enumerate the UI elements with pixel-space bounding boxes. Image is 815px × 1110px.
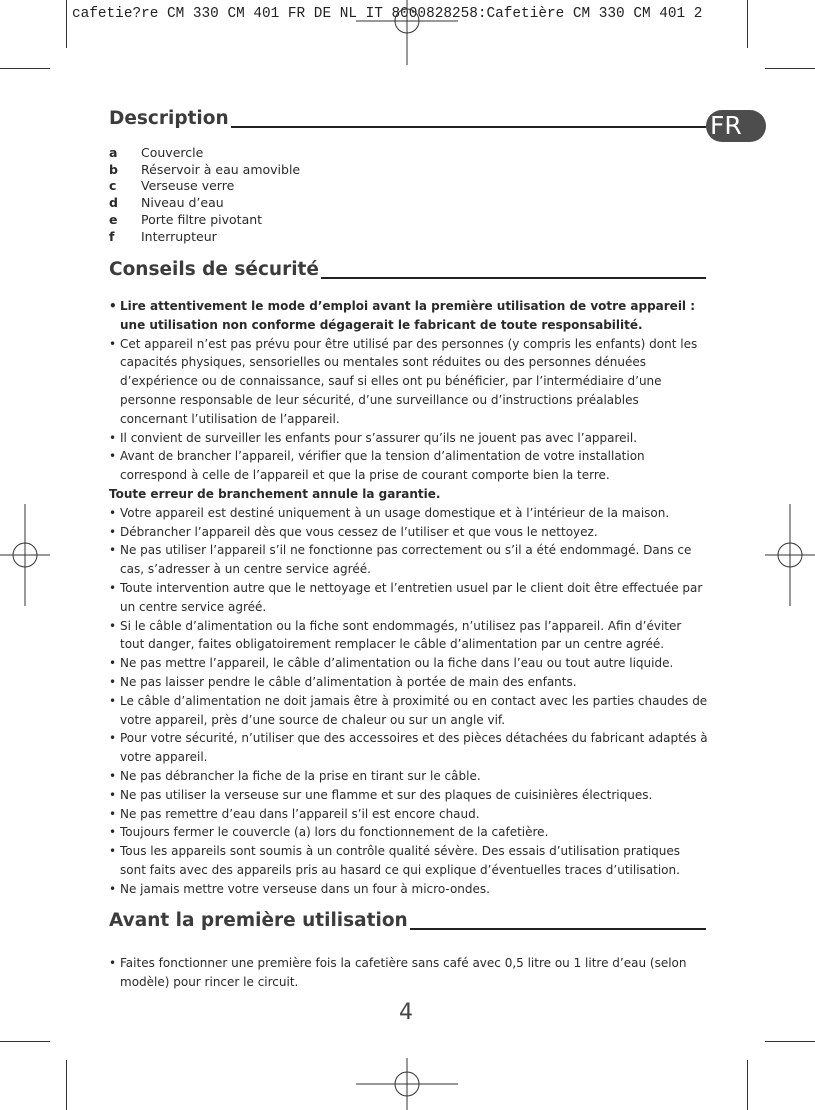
list-item xyxy=(109,805,709,824)
heading-rule xyxy=(410,928,706,930)
list-item-text: Faites fonctionner une première fois la cafetière sans café avec 0,5 litre ou 1 litre d’eau (selon modèle) pour rincer le circuit. xyxy=(120,956,687,989)
part-label: Porte filtre pivotant xyxy=(141,211,263,227)
part-letter: f xyxy=(109,228,115,244)
part-label: Verseuse verre xyxy=(141,178,235,194)
part-letter: d xyxy=(109,195,118,211)
registration-mark-right xyxy=(765,504,815,606)
bullet-icon: • xyxy=(109,505,117,520)
list-item-text: Si le câble d’alimentation ou la fiche sont endommagés, n’utilisez pas l’appareil. Afin d’éviter tout danger, faites obligatoirement remplacer le câble d’alimentation par un centre agréé. xyxy=(120,618,682,652)
list-item xyxy=(109,541,709,579)
part-item xyxy=(109,145,300,162)
safety-heading xyxy=(109,259,706,281)
bullet-icon: • xyxy=(109,543,117,558)
list-item-text: Il convient de surveiller les enfants pour s’assurer qu’ils ne jouent pas avec l’appareil. xyxy=(120,430,638,445)
bullet-icon: • xyxy=(109,956,117,970)
list-item-text: Ne pas utiliser l’appareil s’il ne fonctionne pas correctement ou s’il a été endommagé. Dans ce cas, s’adresser à un centre service agréé. xyxy=(120,543,692,577)
crop-mark xyxy=(66,0,67,48)
part-letter: c xyxy=(109,178,117,194)
crop-mark xyxy=(0,68,50,69)
first-use-list xyxy=(109,954,709,992)
registration-mark-left xyxy=(0,504,50,606)
bullet-icon: • xyxy=(109,844,117,859)
bullet-icon: • xyxy=(109,768,117,783)
crop-mark xyxy=(0,1041,50,1042)
list-item-text: Ne jamais mettre votre verseuse dans un four à micro-ondes. xyxy=(120,881,490,896)
bullet-icon: • xyxy=(109,618,117,633)
part-item xyxy=(109,195,300,212)
description-heading xyxy=(109,108,706,130)
bullet-icon: • xyxy=(109,336,117,351)
bullet-icon: • xyxy=(109,693,117,708)
list-item xyxy=(109,447,709,485)
list-item-text: Toute erreur de branchement annule la garantie. xyxy=(109,486,441,501)
list-item xyxy=(109,673,709,692)
bullet-icon: • xyxy=(109,787,117,802)
part-item xyxy=(109,162,300,179)
list-item xyxy=(109,880,709,899)
bullet-icon: • xyxy=(109,430,117,445)
list-item xyxy=(109,692,709,730)
part-label: Couvercle xyxy=(141,145,204,160)
crop-mark xyxy=(765,68,815,69)
part-item xyxy=(109,212,300,229)
list-item-text: Avant de brancher l’appareil, vérifier que la tension d’alimentation de votre installation correspond à celle de l’appareil et que la prise de courant comporte bien la terre. xyxy=(120,449,645,483)
list-item-text: Cet appareil n’est pas prévu pour être utilisé par des personnes (y compris les enfants) dont les capacités physiques, sensorielles ou mentales sont réduites ou des personnes dénuées d’expérience ou de connaissance, sauf si elles ont pu bénéficier, par l’intermédiaire d’une personne responsable de leur sécurité, d’une surveillance ou d’instructions préalables concernant l’utilisation de l’appareil. xyxy=(120,336,698,426)
list-item-text: Ne pas débrancher la fiche de la prise en tirant sur le câble. xyxy=(120,768,481,783)
registration-mark-top xyxy=(356,0,458,65)
bullet-icon: • xyxy=(109,299,117,313)
list-item xyxy=(109,579,709,617)
page-number: 4 xyxy=(399,1000,413,1025)
parts-list xyxy=(109,145,300,245)
first-use-title: Avant la première utilisation xyxy=(109,910,408,931)
part-letter: e xyxy=(109,211,118,227)
list-item xyxy=(109,654,709,673)
print-slug: cafetie?re CM 330 CM 401 FR DE NL IT 8000828258:Cafetière CM 330 CM 401 2 xyxy=(72,6,703,22)
list-item-text: Ne pas remettre d’eau dans l’appareil s’il est encore chaud. xyxy=(120,806,480,821)
list-item xyxy=(109,429,709,448)
bullet-icon: • xyxy=(109,806,117,821)
list-item-text: Tous les appareils sont soumis à un contrôle qualité sévère. Des essais d’utilisation pratiques sont faits avec des appareils pris au hasard ce qui explique d’éventuelles traces d’utilisation. xyxy=(120,844,681,877)
list-item xyxy=(109,842,709,880)
part-letter: a xyxy=(109,145,118,160)
part-item xyxy=(109,229,300,246)
list-item xyxy=(109,523,709,542)
list-item-text: Ne pas mettre l’appareil, le câble d’alimentation ou la fiche dans l’eau ou tout autre liquide. xyxy=(120,656,674,671)
list-item xyxy=(109,729,709,767)
crop-mark xyxy=(765,1041,815,1042)
part-label: Réservoir à eau amovible xyxy=(141,161,301,177)
heading-rule xyxy=(231,126,706,128)
bullet-icon: • xyxy=(109,825,117,840)
first-use-heading xyxy=(109,910,706,932)
list-item-text: Pour votre sécurité, n’utiliser que des accessoires et des pièces détachées du fabricant adaptés à votre appareil. xyxy=(120,731,708,765)
list-item xyxy=(109,786,709,805)
crop-mark xyxy=(747,1060,748,1110)
part-label: Interrupteur xyxy=(141,228,217,244)
list-item xyxy=(109,335,709,429)
crop-mark xyxy=(66,1060,67,1110)
list-item-text: Ne pas utiliser la verseuse sur une flamme et sur des plaques de cuisinières électriques. xyxy=(120,787,653,802)
heading-rule xyxy=(321,277,706,279)
crop-mark xyxy=(747,0,748,48)
bullet-icon: • xyxy=(109,674,117,689)
list-item xyxy=(109,823,709,842)
bullet-icon: • xyxy=(109,881,117,896)
bullet-icon: • xyxy=(109,524,117,539)
list-item xyxy=(109,767,709,786)
list-item-text: Votre appareil est destiné uniquement à un usage domestique et à l’intérieur de la maison. xyxy=(120,505,670,520)
list-item-text: Toujours fermer le couvercle (a) lors du fonctionnement de la cafetière. xyxy=(120,825,549,840)
bullet-icon: • xyxy=(109,656,117,671)
bullet-icon: • xyxy=(109,731,117,746)
safety-title: Conseils de sécurité xyxy=(109,259,319,280)
part-letter: b xyxy=(109,161,118,177)
list-item xyxy=(109,954,709,992)
list-item-text: Ne pas laisser pendre le câble d’alimentation à portée de main des enfants. xyxy=(120,674,577,689)
list-item-text: Le câble d’alimentation ne doit jamais être à proximité ou en contact avec les parties chaudes de votre appareil, près d’une source de chaleur ou sur un angle vif. xyxy=(120,693,708,727)
language-badge: FR xyxy=(706,110,766,142)
description-title: Description xyxy=(109,108,229,129)
registration-mark-bottom xyxy=(356,1058,458,1110)
list-item-text: Lire attentivement le mode d’emploi avant la première utilisation de votre appareil : une utilisation non conforme dégagerait le fabricant de toute responsabilité. xyxy=(120,299,696,332)
list-item xyxy=(109,617,709,655)
bullet-icon: • xyxy=(109,580,117,595)
list-item-text: Toute intervention autre que le nettoyage et l’entretien usuel par le client doit être effectuée par un centre service agréé. xyxy=(120,580,703,614)
safety-list xyxy=(109,297,709,899)
list-item xyxy=(109,297,709,335)
list-item xyxy=(109,504,709,523)
list-item-text: Débrancher l’appareil dès que vous cessez de l’utiliser et que vous le nettoyez. xyxy=(120,524,598,539)
part-item xyxy=(109,178,300,195)
bullet-icon: • xyxy=(109,449,117,464)
part-label: Niveau d’eau xyxy=(141,195,224,211)
list-item xyxy=(109,485,709,504)
